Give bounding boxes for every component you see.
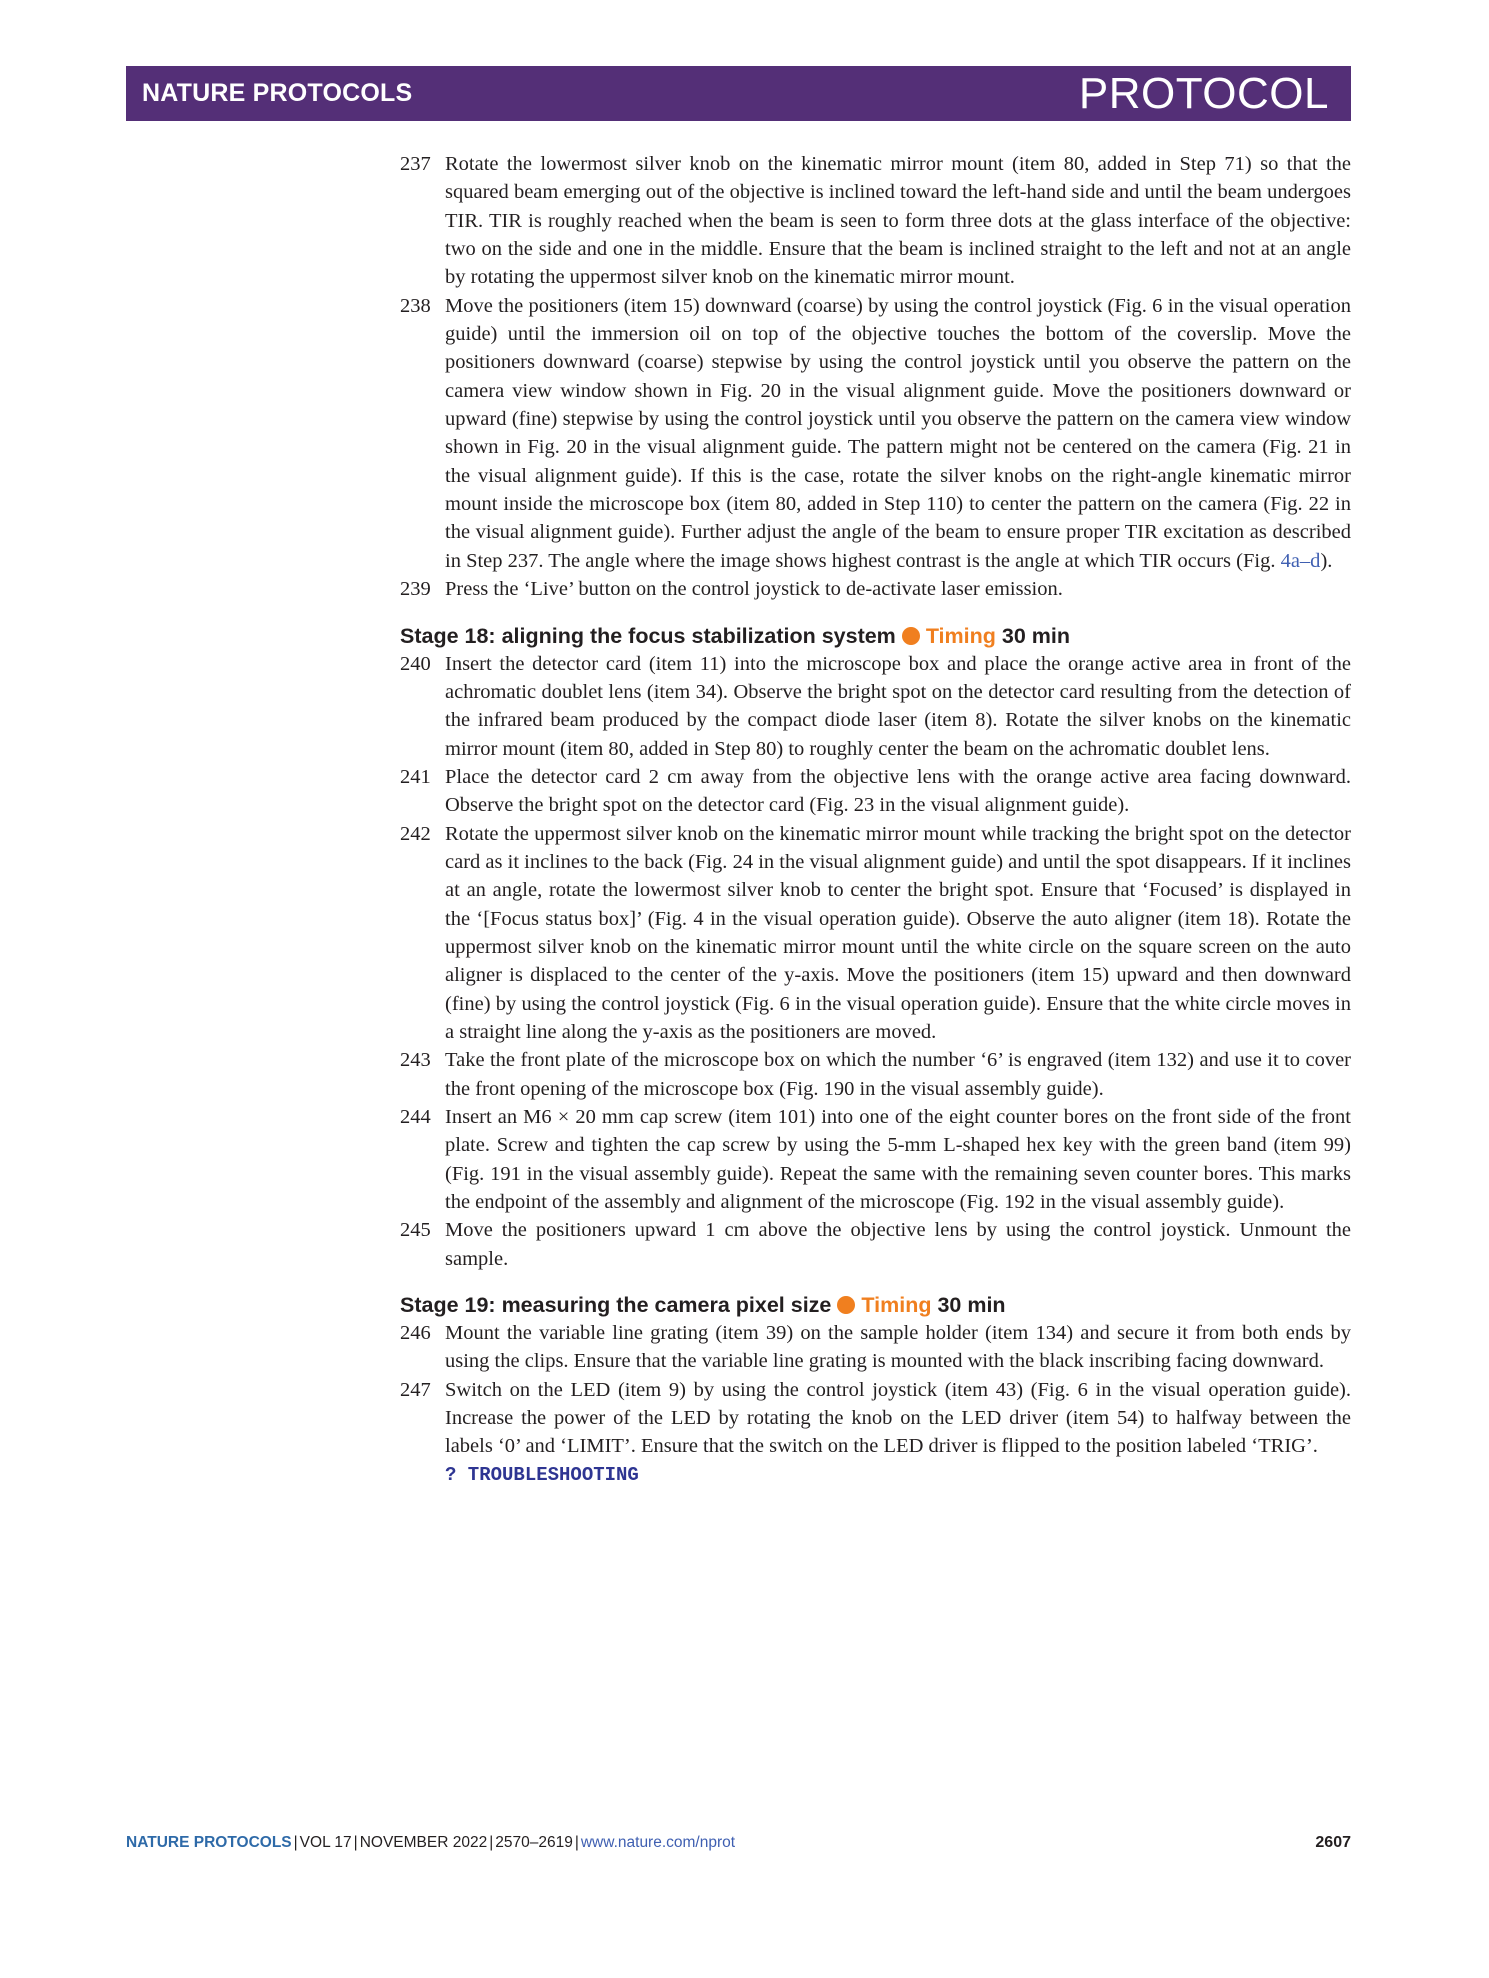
timing-dot-icon [902, 627, 920, 645]
step-number: 237 [400, 153, 431, 175]
step-text: Switch on the LED (item 9) by using the control joystick (item 43) (Fig. 6 in the visual operation guide). Increase the power of the LED by rotating the knob on the LED driver (item 54) to halfway between the labels ‘0’ and ‘LIMIT’. Ensure that the switch on the LED driver is flipped to the position labeled ‘TRIG’. [445, 1378, 1351, 1458]
step-number: 245 [400, 1219, 431, 1242]
step-number: 241 [400, 765, 431, 788]
main-content [400, 150, 1351, 1489]
page-header [126, 66, 1351, 121]
step-247 [400, 1376, 1351, 1461]
step-number: 240 [400, 652, 431, 675]
footer-url[interactable]: www.nature.com/nprot [580, 1834, 736, 1851]
step-number: 243 [400, 1049, 431, 1072]
step-text: Rotate the lowermost silver knob on the kinematic mirror mount (item 80, added in Step 71) so that the squared beam emerging out of the objective is inclined toward the left-hand side and until the beam undergoes TIR. TIR is roughly reached when the beam is seen to form three dots at the glass interface of the objective: two on the side and one in the middle. Ensure that the beam is inclined straight to the left and not at an angle by rotating the uppermost silver knob on the kinematic mirror mount. [445, 153, 1351, 289]
step-text: Move the positioners (item 15) downward (coarse) by using the control joystick (Fig. 6 in the visual operation guide) until the immersion oil on top of the objective touches the bottom of the coverslip. Move the positioners downward (coarse) stepwise by using the control joystick until you observe the pattern on the camera view window shown in Fig. 20 in the visual alignment guide. Move the positioners downward or upward (fine) stepwise by using the control joystick until you observe the pattern on the camera view window shown in Fig. 20 in the visual alignment guide. The pattern might not be centered on the camera (Fig. 21 in the visual alignment guide). If this is the case, rotate the silver knobs on the right-angle kinematic mirror mount inside the microscope box (item 80, added in Step 110) to center the pattern on the camera (Fig. 22 in the visual alignment guide). Further adjust the angle of the beam to ensure proper TIR excitation as described in Step 237. The angle where the image shows highest contrast is the angle at which TIR occurs (Fig. [445, 294, 1351, 572]
timing-label: Timing [925, 623, 996, 648]
page-footer: NATURE PROTOCOLS | VOL 17 | NOVEMBER 2022 | 2570–2619 | www.nature.com/nprot 2607 [126, 1834, 1351, 1851]
step-244 [400, 1103, 1351, 1216]
step-text: Place the detector card 2 cm away from the objective lens with the orange active area facing downward. Observe the bright spot on the detector card (Fig. 23 in the visual alignment guide). [445, 765, 1351, 817]
step-241 [400, 763, 1351, 820]
stage-title: Stage 19: measuring the camera pixel size [400, 1293, 832, 1318]
stage-title: Stage 18: aligning the focus stabilization system [400, 623, 896, 648]
journal-name: NATURE PROTOCOLS [142, 79, 413, 107]
step-text: Mount the variable line grating (item 39) on the sample holder (item 134) and secure it from both ends by using the clips. Ensure that the variable line grating is mounted with the black inscribing facing downward. [445, 1322, 1351, 1373]
troubleshooting-link[interactable]: ? TROUBLESHOOTING [445, 1463, 639, 1486]
step-245 [400, 1216, 1351, 1273]
step-number: 246 [400, 1322, 431, 1345]
step-text: Insert the detector card (item 11) into the microscope box and place the orange active area in front of the achromatic doublet lens (item 34). Observe the bright spot on the detector card resulting from the detection of the infrared beam produced by the compact diode laser (item 8). Rotate the silver knobs on the kinematic mirror mount (item 80, added in Step 80) to roughly center the beam on the achromatic doublet lens. [445, 652, 1351, 760]
stage-19-heading [400, 1290, 1351, 1320]
step-text: Move the positioners upward 1 cm above the objective lens by using the control joystick. Unmount the sample. [445, 1219, 1351, 1270]
article-type: PROTOCOL [1078, 69, 1329, 118]
footer-date: NOVEMBER 2022 [359, 1834, 488, 1851]
step-text: Take the front plate of the microscope box on which the number ‘6’ is engraved (item 132) and use it to cover the front opening of the microscope box (Fig. 190 in the visual assembly guide). [445, 1049, 1351, 1100]
step-246 [400, 1319, 1351, 1376]
step-text: Insert an M6 × 20 mm cap screw (item 101) into one of the eight counter bores on the front side of the front plate. Screw and tighten the cap screw by using the 5-mm L-shaped hex key with the green band (item 99) (Fig. 191 in the visual assembly guide). Repeat the same with the remaining seven counter bores. This marks the endpoint of the assembly and alignment of the microscope (Fig. 192 in the visual assembly guide). [445, 1106, 1351, 1214]
step-number: 239 [400, 578, 431, 601]
step-242 [400, 820, 1351, 1047]
figure-link[interactable]: 4a–d [1280, 549, 1321, 572]
step-243 [400, 1046, 1351, 1103]
step-number: 238 [400, 294, 431, 317]
step-number: 242 [400, 822, 431, 845]
step-text: Press the ‘Live’ button on the control joystick to de-activate laser emission. [445, 578, 1063, 601]
step-text: Rotate the uppermost silver knob on the kinematic mirror mount while tracking the bright spot on the detector card as it inclines to the back (Fig. 24 in the visual alignment guide) and until the spot disappears. If it inclines at an angle, rotate the lowermost silver knob to center the bright spot. Ensure that ‘Focused’ is displayed in the ‘[Focus status box]’ (Fig. 4 in the visual operation guide). Observe the auto aligner (item 18). Rotate the uppermost silver knob on the kinematic mirror mount until the white circle on the square screen on the auto aligner is displaced to the center of the y-axis. Move the positioners (item 15) upward and then downward (fine) by using the control joystick (Fig. 6 in the visual operation guide). Ensure that the white circle moves in a straight line along the y-axis as the positioners are moved. [445, 822, 1351, 1043]
stage-18-heading [400, 621, 1351, 651]
page-number: 2607 [1315, 1834, 1351, 1851]
footer-journal: NATURE PROTOCOLS [126, 1834, 292, 1851]
footer-volume: VOL 17 [299, 1834, 352, 1851]
timing-dot-icon [837, 1296, 855, 1314]
step-240 [400, 650, 1351, 763]
step-237 [400, 150, 1351, 292]
timing-value: 30 min [937, 1293, 1006, 1318]
timing-label: Timing [861, 1293, 932, 1318]
timing-value: 30 min [1001, 623, 1070, 648]
step-number: 247 [400, 1378, 431, 1401]
step-text-end: ). [1320, 549, 1333, 572]
step-238 [400, 292, 1351, 575]
step-239 [400, 575, 1351, 603]
footer-pages: 2570–2619 [495, 1834, 573, 1851]
step-number: 244 [400, 1106, 431, 1128]
